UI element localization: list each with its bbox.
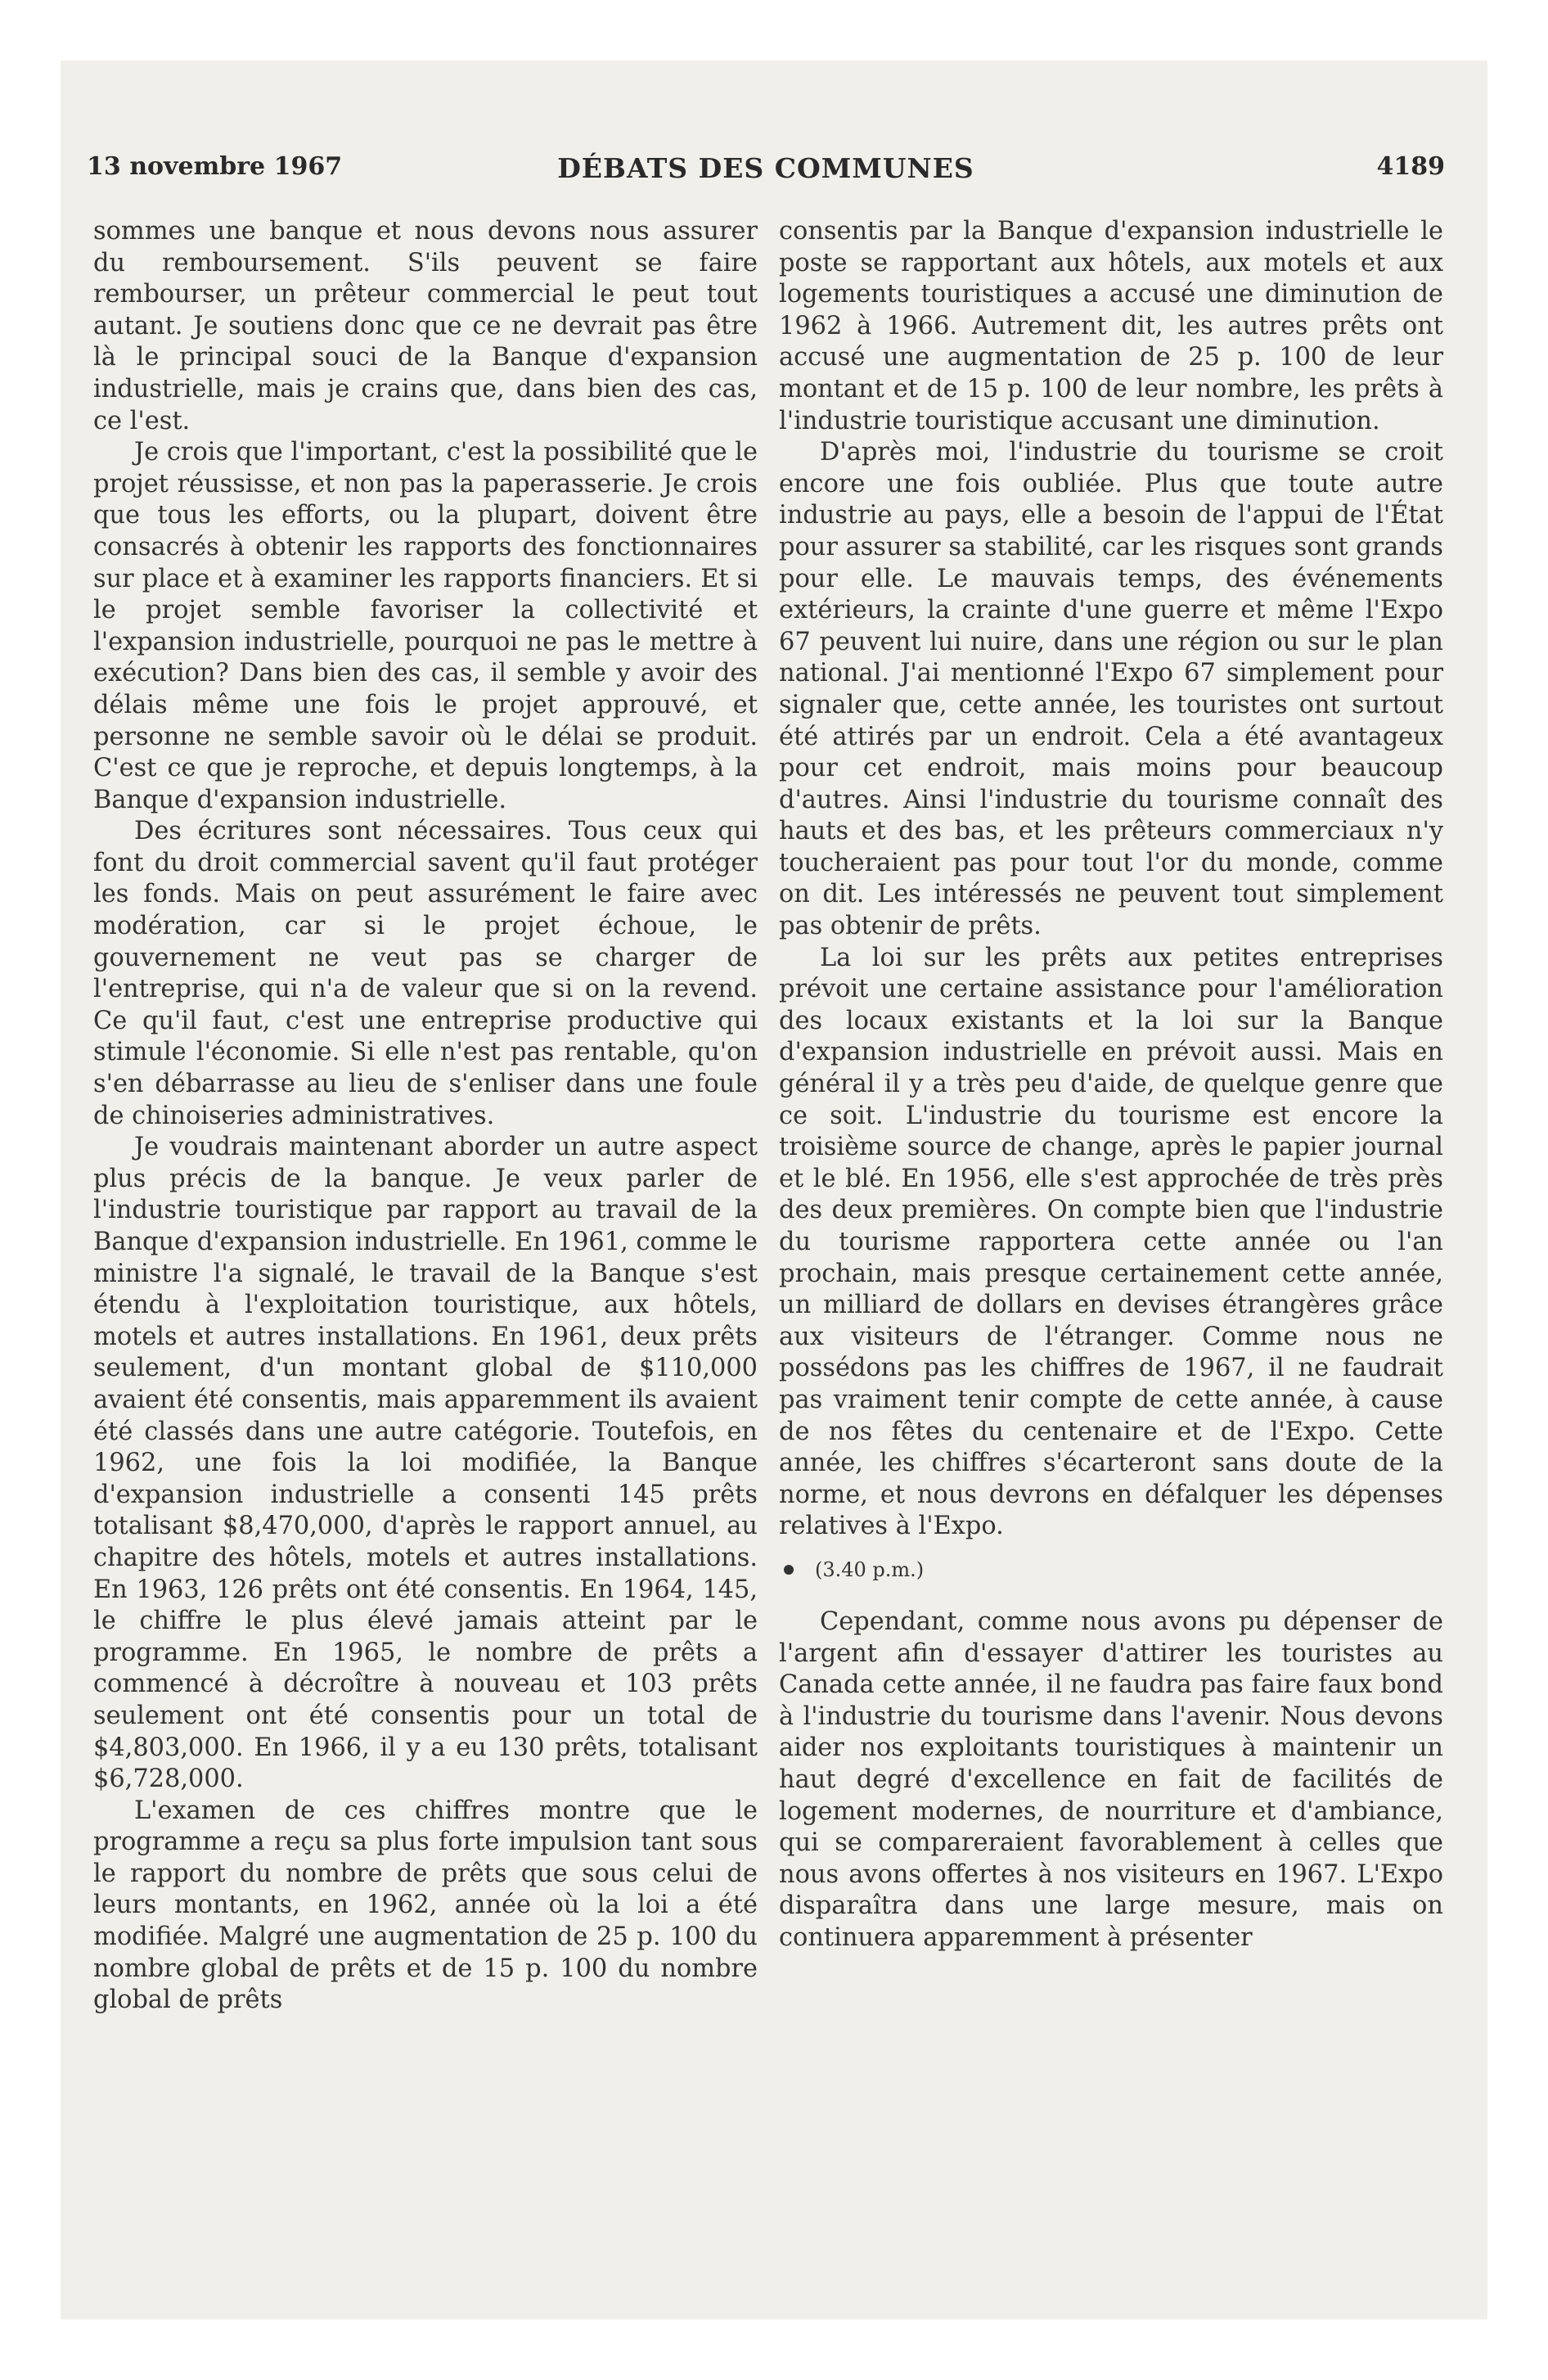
paragraph: Cependant, comme nous avons pu dépenser de l'argent afin d'essayer d'attirer les touristes au Canada cette année, il ne faudra pas faire faux bond à l'industrie du tourisme dans l'avenir. Nous devons aider nos exploitants touristiques à maintenir un haut degré d'excellence en fait de facilités de logement modernes, de nourriture et d'ambiance, qui se compareraient favorablement à celles que nous avons offertes à nos visiteurs en 1967. L'Expo disparaîtra dans une large mesure, mais on continuera apparemment à présenter: [779, 1607, 1443, 1952]
paragraph: Des écritures sont nécessaires. Tous ceux qui font du droit commercial savent qu'il faut protéger les fonds. Mais on peut assurément le faire avec modération, car si le projet échoue, le gouvernement ne veut pas se charger de l'entreprise, qui n'a de valeur que si on la revend. Ce qu'il faut, c'est une entreprise productive qui stimule l'économie. Si elle n'est pas rentable, qu'on s'en débarrasse au lieu de s'enliser dans une foule de chinoiseries administratives.: [93, 817, 758, 1130]
paragraph: L'examen de ces chiffres montre que le programme a reçu sa plus forte impulsion tant sous le rapport du nombre de prêts que sous celui de leurs montants, en 1962, année où la loi a été modifiée. Malgré une augmentation de 25 p. 100 du nombre global de prêts et de 15 p. 100 du nombre global de prêts: [93, 1796, 758, 2015]
paragraph: consentis par la Banque d'expansion industrielle le poste se rapportant aux hôtels, aux motels et aux logements touristiques a accusé une diminution de 1962 à 1966. Autrement dit, les autres prêts ont accusé une augmentation de 25 p. 100 de leur montant et de 15 p. 100 de leur nombre, les prêts à l'industrie touristique accusant une diminution.: [779, 217, 1443, 435]
header-date: 13 novembre 1967: [87, 152, 343, 181]
time-marker-text: (3.40 p.m.): [815, 1557, 925, 1581]
left-column: [93, 216, 758, 2017]
paragraph: La loi sur les prêts aux petites entreprises prévoit une certaine assistance pour l'amélioration des locaux existants et la loi sur la Banque d'expansion industrielle en prévoit aussi. Mais en général il y a très peu d'aide, de quelque genre que ce soit. L'industrie du tourisme est encore la troisième source de change, après le papier journal et le blé. En 1956, elle s'est approchée de très près des deux premières. On compte bien que l'industrie du tourisme rapportera cette année ou l'an prochain, mais presque certainement cette année, un milliard de dollars en devises étrangères grâce aux visiteurs de l'étranger. Comme nous ne possédons pas les chiffres de 1967, il ne faudrait pas vraiment tenir compte de cette année, à cause de nos fêtes du centenaire et de l'Expo. Cette année, les chiffres s'écarteront sans doute de la norme, et nous devrons en défalquer les dépenses relatives à l'Expo.: [779, 943, 1443, 1541]
right-column: [779, 216, 1443, 1954]
paragraph: Je crois que l'important, c'est la possibilité que le projet réussisse, et non pas la paperasserie. Je crois que tous les efforts, ou la plupart, doivent être consacrés à obtenir les rapports des fonctionnaires sur place et à examiner les rapports financiers. Et si le projet semble favoriser la collectivité et l'expansion industrielle, pourquoi ne pas le mettre à exécution? Dans bien des cas, il semble y avoir des délais même une fois le projet approuvé, et personne ne semble savoir où le délai se produit. C'est ce que je reproche, et depuis longtemps, à la Banque d'expansion industrielle.: [93, 438, 758, 814]
time-marker: [779, 1554, 1443, 1585]
page-number: 4189: [1376, 152, 1445, 181]
page-header: [87, 152, 1445, 188]
paragraph: Je voudrais maintenant aborder un autre aspect plus précis de la banque. Je veux parler de l'industrie touristique par rapport au travail de la Banque d'expansion industrielle. En 1961, comme le ministre l'a signalé, le travail de la Banque s'est étendu à l'exploitation touristique, aux hôtels, motels et autres installations. En 1961, deux prêts seulement, d'un montant global de $110,000 avaient été consentis, mais apparemment ils avaient été classés dans une autre catégorie. Toutefois, en 1962, une fois la loi modifiée, la Banque d'expansion industrielle a consenti 145 prêts totalisant $8,470,000, d'après le rapport annuel, au chapitre des hôtels, motels et autres installations. En 1963, 126 prêts ont été consentis. En 1964, 145, le chiffre le plus élevé jamais atteint par le programme. En 1965, le nombre de prêts a commencé à décroître à nouveau et 103 prêts seulement ont été consentis pour un total de $4,803,000. En 1966, il y a eu 130 prêts, totalisant $6,728,000.: [93, 1133, 758, 1794]
header-title: DÉBATS DES COMMUNES: [557, 152, 974, 184]
bullet-icon: [784, 1565, 794, 1575]
paragraph: D'après moi, l'industrie du tourisme se croit encore une fois oubliée. Plus que toute autre industrie au pays, elle a besoin de l'appui de l'État pour assurer sa stabilité, car les risques sont grands pour elle. Le mauvais temps, des événements extérieurs, la crainte d'une guerre et même l'Expo 67 peuvent lui nuire, dans une région ou sur le plan national. J'ai mentionné l'Expo 67 simplement pour signaler que, cette année, les touristes ont surtout été attirés par un endroit. Cela a été avantageux pour cet endroit, mais moins pour beaucoup d'autres. Ainsi l'industrie du tourisme connaît des hauts et des bas, et les prêteurs commerciaux n'y toucheraient pas pour tout l'or du monde, comme on dit. Les intéressés ne peuvent tout simplement pas obtenir de prêts.: [779, 438, 1443, 941]
paragraph: sommes une banque et nous devons nous assurer du remboursement. S'ils peuvent se faire rembourser, un prêteur commercial le peut tout autant. Je soutiens donc que ce ne devrait pas être là le principal souci de la Banque d'expansion industrielle, mais je crains que, dans bien des cas, ce l'est.: [93, 217, 758, 435]
